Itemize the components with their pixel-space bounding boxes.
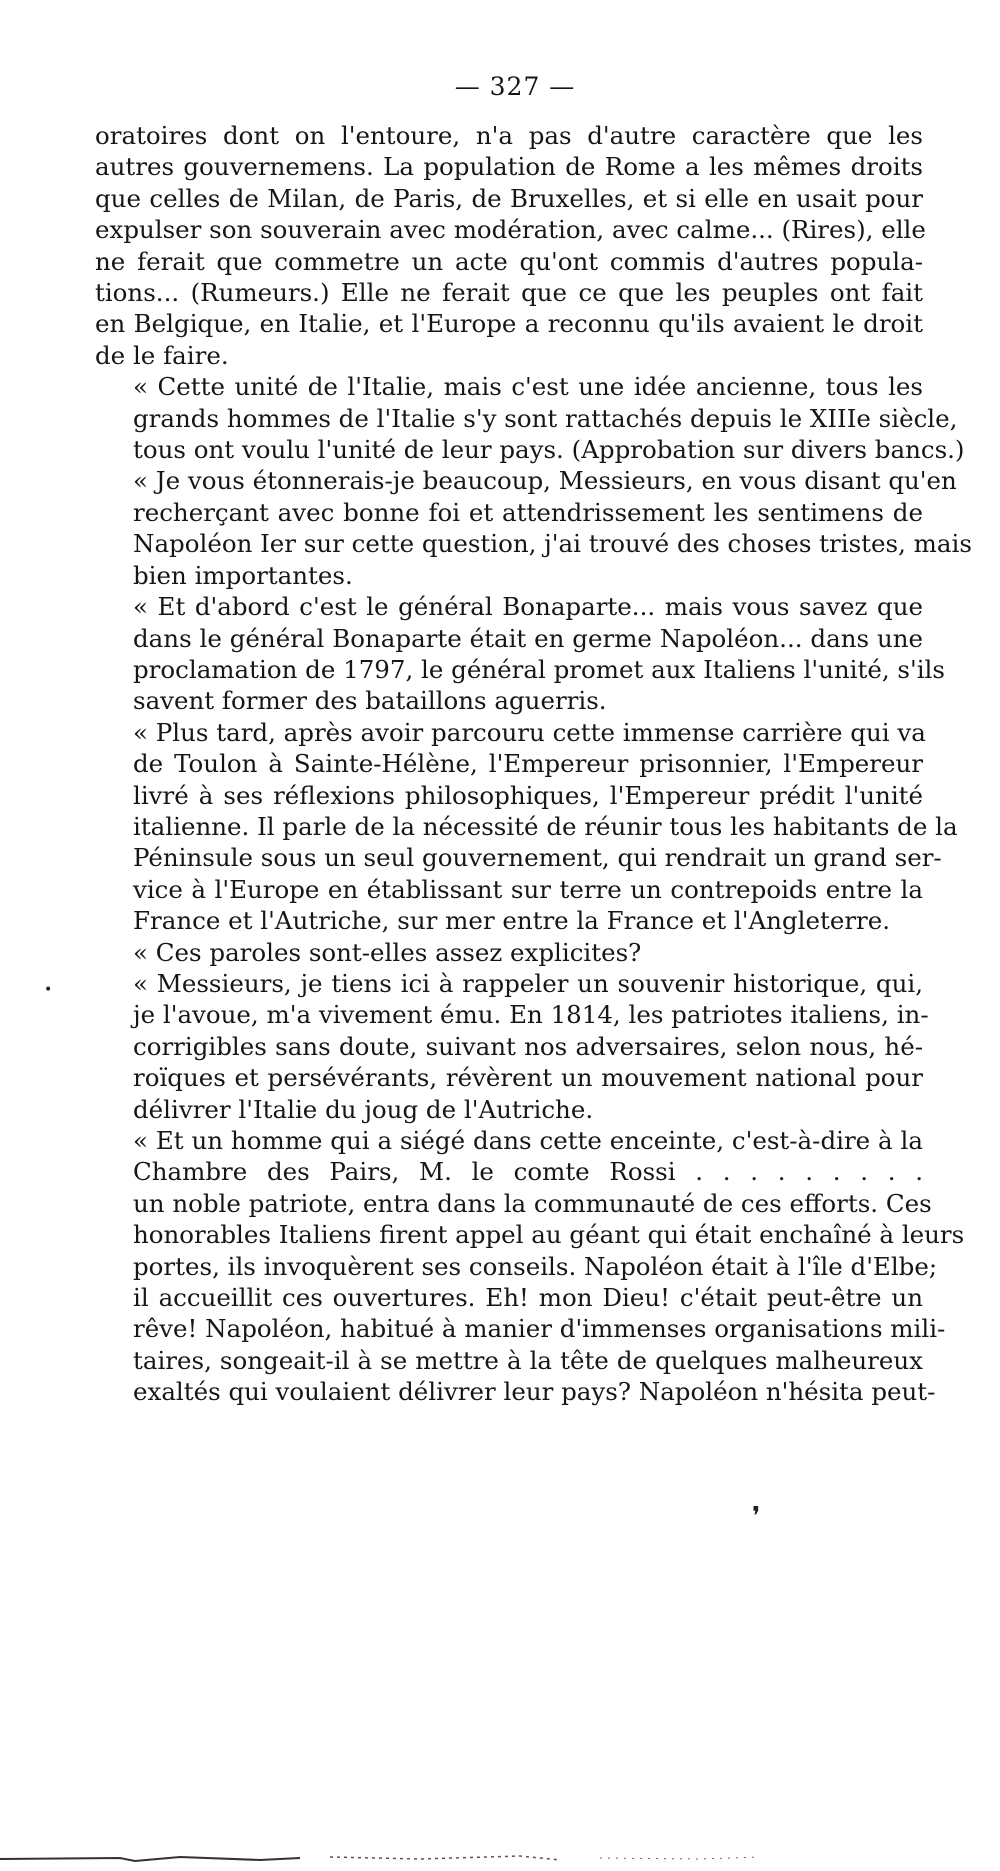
paragraph	[95, 465, 972, 591]
text-line: « Et d'abord c'est le général Bonaparte... mais vous savez que	[133, 592, 923, 622]
text-line: oratoires dont on l'entoure, n'a pas d'autre caractère que les	[95, 121, 923, 150]
text-line: « Plus tard, après avoir parcouru cette immense carrière qui va	[133, 717, 926, 747]
text-line: en Belgique, en Italie, et l'Europe a reconnu qu'ils avaient le droit	[95, 309, 923, 339]
text-line: rêve! Napoléon, habitué à manier d'immenses organisations mili-	[133, 1314, 946, 1344]
text-line: expulser son souverain avec modération, avec calme... (Rires), elle	[95, 215, 926, 245]
text-line: Péninsule sous un seul gouvernement, qui rendrait un grand ser-	[133, 843, 942, 873]
text-line: « Ces paroles sont-elles assez explicites?	[133, 937, 642, 967]
paragraph	[95, 591, 945, 717]
text-line: « Cette unité de l'Italie, mais c'est une idée ancienne, tous les	[133, 372, 923, 402]
text-body	[95, 120, 972, 1408]
scan-edge-noise	[0, 1849, 860, 1865]
text-line: « Et un homme qui a siégé dans cette enceinte, c'est-à-dire à la	[133, 1126, 923, 1155]
paragraph	[95, 371, 965, 465]
text-line: il accueillit ces ouvertures. Eh! mon Dieu! c'était peut-être un	[133, 1283, 923, 1313]
text-line: grands hommes de l'Italie s'y sont rattachés depuis le XIIIe siècle,	[133, 403, 958, 433]
text-line: corrigibles sans doute, suivant nos adversaires, selon nous, hé-	[133, 1031, 923, 1061]
text-line: délivrer l'Italie du joug de l'Autriche.	[133, 1094, 594, 1124]
text-line: un noble patriote, entra dans la communauté de ces efforts. Ces	[133, 1188, 932, 1218]
paragraph	[95, 717, 958, 937]
text-line: « Messieurs, je tiens ici à rappeler un souvenir historique, qui,	[133, 968, 923, 998]
text-line: de le faire.	[95, 340, 229, 370]
text-line: exaltés qui voulaient délivrer leur pays? Napoléon n'hésita peut-	[133, 1377, 936, 1407]
text-line: savent former des bataillons aguerris.	[133, 686, 607, 716]
text-line: ne ferait que commetre un acte qu'ont commis d'autres popula-	[95, 246, 923, 276]
text-line: recherçant avec bonne foi et attendrissement les sentimens de	[133, 497, 923, 527]
text-line: tous ont voulu l'unité de leur pays. (Approbation sur divers bancs.)	[133, 435, 965, 465]
text-line: portes, ils invoquèrent ses conseils. Napoléon était à l'île d'Elbe;	[133, 1251, 938, 1281]
text-line: je l'avoue, m'a vivement ému. En 1814, les patriotes italiens, in-	[133, 1000, 929, 1030]
paragraph	[95, 968, 929, 1125]
text-line: Chambre des Pairs, M. le comte Rossi . . . . . . . . .	[133, 1157, 923, 1187]
stray-dot-mark: •	[44, 982, 53, 998]
text-line: de Toulon à Sainte-Hélène, l'Empereur prisonnier, l'Empereur	[133, 749, 923, 779]
text-line: honorables Italiens firent appel au géant qui était enchaîné à leurs	[133, 1220, 965, 1250]
page-number: — 327 —	[454, 72, 576, 101]
paragraph	[95, 1125, 965, 1408]
text-line: proclamation de 1797, le général promet aux Italiens l'unité, s'ils	[133, 654, 945, 684]
text-line: livré à ses réflexions philosophiques, l'Empereur prédit l'unité	[133, 780, 923, 810]
text-line: vice à l'Europe en établissant sur terre un contrepoids entre la	[133, 874, 923, 904]
text-line: italienne. Il parle de la nécessité de réunir tous les habitants de la	[133, 811, 958, 841]
stray-ink-mark: ❜	[752, 1502, 761, 1532]
text-line: Napoléon Ier sur cette question, j'ai trouvé des choses tristes, mais	[133, 529, 972, 559]
paragraph	[95, 120, 926, 371]
text-line: bien importantes.	[133, 560, 353, 590]
text-line: autres gouvernemens. La population de Rome a les mêmes droits	[95, 152, 923, 182]
text-line: roïques et persévérants, révèrent un mouvement national pour	[133, 1063, 923, 1093]
text-line: dans le général Bonaparte était en germe Napoléon... dans une	[133, 623, 923, 653]
text-line: que celles de Milan, de Paris, de Bruxelles, et si elle en usait pour	[95, 183, 923, 213]
text-line: tions... (Rumeurs.) Elle ne ferait que ce que les peuples ont fait	[95, 278, 923, 308]
paragraph	[95, 937, 923, 968]
text-line: taires, songeait-il à se mettre à la tête de quelques malheureux	[133, 1345, 923, 1375]
text-line: « Je vous étonnerais-je beaucoup, Messieurs, en vous disant qu'en	[133, 466, 957, 496]
text-line: France et l'Autriche, sur mer entre la France et l'Angleterre.	[133, 906, 891, 936]
